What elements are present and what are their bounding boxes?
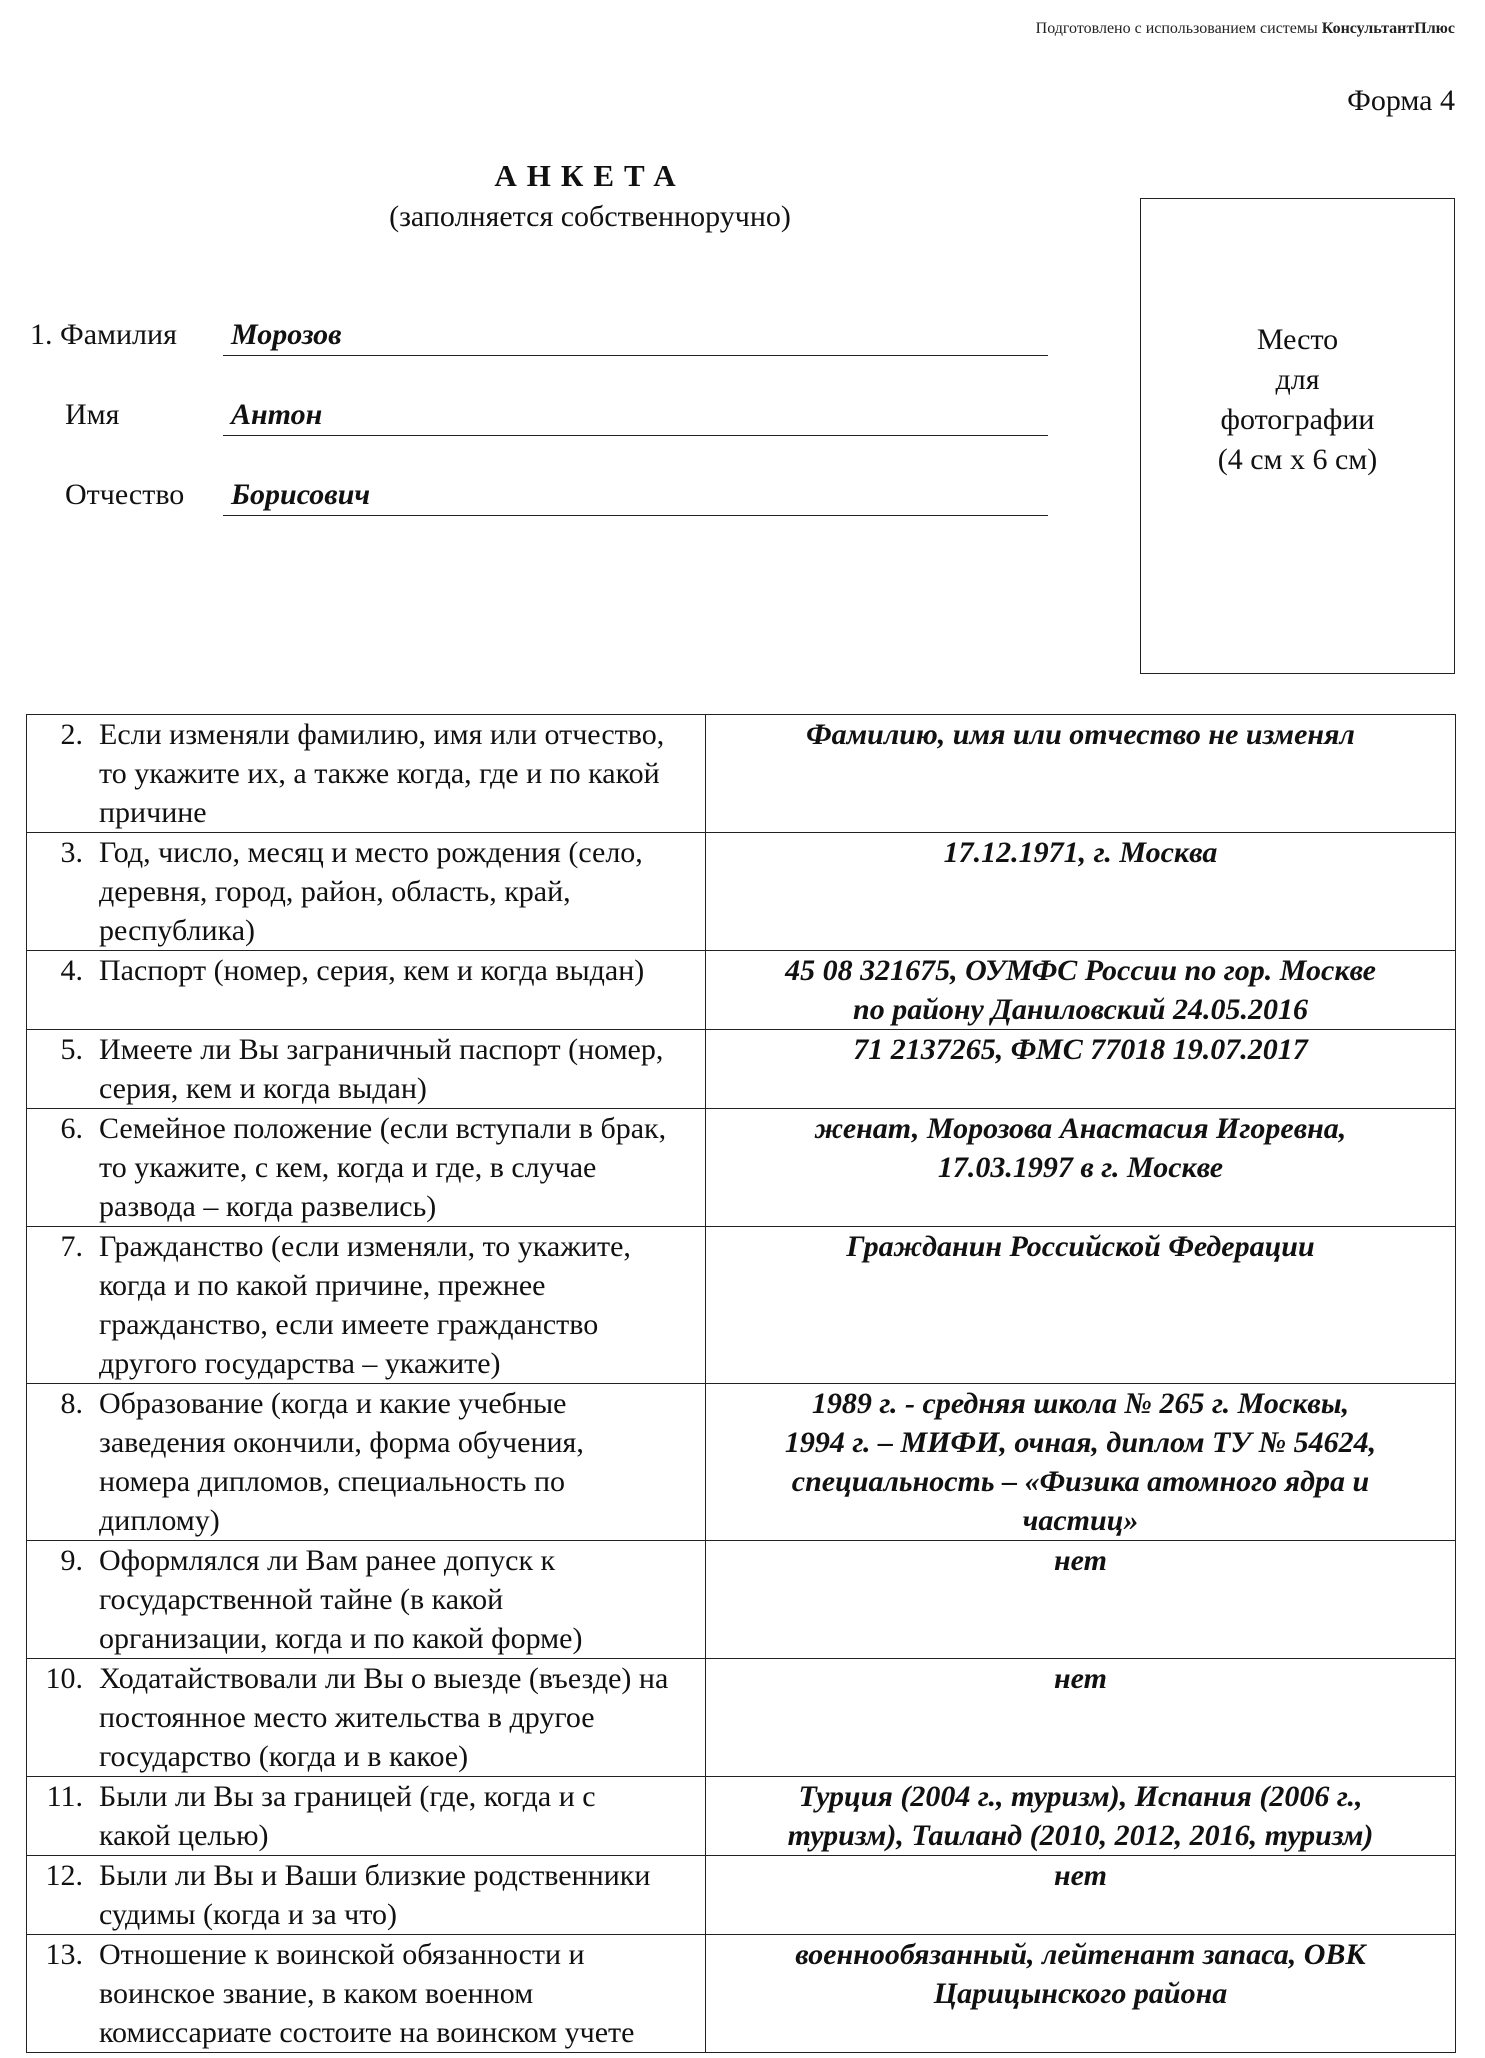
table-row (27, 833, 1456, 951)
answer-line: Гражданин Российской Федерации (846, 1230, 1315, 1263)
question-line: Были ли Вы за границей (где, когда и с (99, 1780, 596, 1813)
answer-line: женат, Морозова Анастасия Игоревна, (814, 1112, 1347, 1145)
row-question (91, 1384, 706, 1541)
answer-line: 17.12.1971, г. Москва (943, 836, 1218, 869)
table-row (27, 951, 1456, 1030)
row-question (91, 1030, 706, 1109)
row-answer[interactable] (706, 715, 1456, 833)
question-line: развода – когда развелись) (99, 1190, 437, 1223)
row-question (91, 1856, 706, 1935)
row-number: 3. (27, 833, 92, 951)
row-question (91, 951, 706, 1030)
row-number: 7. (27, 1227, 92, 1384)
patronymic-label: Отчество (65, 478, 185, 511)
table-row (27, 1777, 1456, 1856)
page-subtitle: (заполняется собственноручно) (389, 200, 791, 233)
question-line: воинское звание, в каком военном (99, 1977, 534, 2010)
question-line: то укажите, с кем, когда и где, в случае (99, 1151, 597, 1184)
row-answer[interactable] (706, 1227, 1456, 1384)
questionnaire-table (26, 714, 1456, 2053)
table-row (27, 1935, 1456, 2053)
consultant-note-prefix: Подготовлено с использованием системы (1035, 20, 1322, 37)
row-number: 11. (27, 1777, 92, 1856)
question-line: причине (99, 796, 207, 829)
question-line: когда и по какой причине, прежнее (99, 1269, 546, 1302)
question-line: судимы (когда и за что) (99, 1898, 397, 1931)
answer-line: 17.03.1997 в г. Москве (937, 1151, 1224, 1184)
answer-line: военнообязанный, лейтенант запаса, ОВК (795, 1938, 1366, 1971)
question-line: гражданство, если имеете гражданство (99, 1308, 599, 1341)
photo-placeholder-text: Место для фотографии (4 см х 6 см) (1217, 323, 1378, 476)
name-field[interactable]: Антон (223, 398, 1048, 436)
question-line: государство (когда и в какое) (99, 1740, 469, 1773)
answer-line: частиц» (1022, 1504, 1139, 1537)
questionnaire-table-wrap (26, 714, 1456, 2053)
question-line: Гражданство (если изменяли, то укажите, (99, 1230, 631, 1263)
question-line: Если изменяли фамилию, имя или отчество, (99, 718, 665, 751)
answer-line: 71 2137265, ФМС 77018 19.07.2017 (853, 1033, 1308, 1066)
question-line: Семейное положение (если вступали в брак, (99, 1112, 667, 1145)
question-line: Год, число, месяц и место рождения (село, (99, 836, 643, 869)
questionnaire-body (27, 715, 1456, 2053)
table-row (27, 1541, 1456, 1659)
row-number: 10. (27, 1659, 92, 1777)
row-number: 5. (27, 1030, 92, 1109)
question-line: то укажите их, а также когда, где и по какой (99, 757, 660, 790)
question-line: Были ли Вы и Ваши близкие родственники (99, 1859, 651, 1892)
row-number: 8. (27, 1384, 92, 1541)
row-number: 12. (27, 1856, 92, 1935)
row-answer[interactable] (706, 1030, 1456, 1109)
answer-line: туризм), Таиланд (2010, 2012, 2016, туризм) (787, 1819, 1374, 1852)
question-line: другого государства – укажите) (99, 1347, 501, 1380)
row-answer[interactable] (706, 833, 1456, 951)
question-line: Паспорт (номер, серия, кем и когда выдан) (99, 954, 645, 987)
answer-line: 1994 г. – МИФИ, очная, диплом ТУ № 54624, (784, 1426, 1377, 1459)
row-answer[interactable] (706, 1109, 1456, 1227)
photo-placeholder (1140, 198, 1455, 674)
row-question (91, 715, 706, 833)
question-line: Ходатайствовали ли Вы о выезде (въезде) на (99, 1662, 669, 1695)
question-line: Отношение к воинской обязанности и (99, 1938, 585, 1971)
question-line: Оформлялся ли Вам ранее допуск к (99, 1544, 556, 1577)
row-question (91, 1109, 706, 1227)
page-title: АНКЕТА (494, 158, 686, 193)
row-answer[interactable] (706, 1541, 1456, 1659)
question-line: серия, кем и когда выдан) (99, 1072, 427, 1105)
question-line: диплому) (99, 1504, 220, 1537)
row-number: 9. (27, 1541, 92, 1659)
row-number: 13. (27, 1935, 92, 2053)
name-label: Имя (65, 398, 120, 431)
table-row (27, 715, 1456, 833)
row-question (91, 1659, 706, 1777)
question-line: организации, когда и по какой форме) (99, 1622, 583, 1655)
question-line: комиссариате состоите на воинском учете (99, 2016, 635, 2049)
answer-line: Царицынского района (933, 1977, 1228, 2010)
question-line: постоянное место жительства в другое (99, 1701, 595, 1734)
question-line: заведения окончили, форма обучения, (99, 1426, 584, 1459)
row-answer[interactable] (706, 1777, 1456, 1856)
answer-line: по району Даниловский 24.05.2016 (853, 993, 1308, 1026)
row-question (91, 1935, 706, 2053)
answer-line: нет (1054, 1662, 1107, 1695)
table-row (27, 1384, 1456, 1541)
table-row (27, 1659, 1456, 1777)
answer-line: 45 08 321675, ОУМФС России по гор. Москве (785, 954, 1376, 987)
table-row (27, 1030, 1456, 1109)
question-line: республика) (99, 914, 256, 947)
question-line: государственной тайне (в какой (99, 1583, 504, 1616)
row-answer[interactable] (706, 1856, 1456, 1935)
answer-line: Фамилию, имя или отчество не изменял (806, 718, 1355, 751)
row-number: 4. (27, 951, 92, 1030)
table-row (27, 1227, 1456, 1384)
row-question (91, 1227, 706, 1384)
row-question (91, 1777, 706, 1856)
row-answer[interactable] (706, 951, 1456, 1030)
table-row (27, 1109, 1456, 1227)
question-line: Имеете ли Вы заграничный паспорт (номер, (99, 1033, 664, 1066)
table-row (27, 1856, 1456, 1935)
surname-label: 1. Фамилия (30, 318, 177, 351)
row-answer[interactable] (706, 1935, 1456, 2053)
answer-line: нет (1054, 1859, 1107, 1892)
consultant-brand: КонсультантПлюс (1321, 20, 1455, 37)
row-number: 2. (27, 715, 92, 833)
question-line: номера дипломов, специальность по (99, 1465, 566, 1498)
question-line: деревня, город, район, область, край, (99, 875, 571, 908)
form-number: Форма 4 (1347, 84, 1455, 117)
consultant-note (1036, 20, 1455, 38)
answer-line: Турция (2004 г., туризм), Испания (2006 г., (798, 1780, 1363, 1813)
row-number: 6. (27, 1109, 92, 1227)
question-line: какой целью) (99, 1819, 269, 1852)
row-question (91, 1541, 706, 1659)
answer-line: 1989 г. - средняя школа № 265 г. Москвы, (811, 1387, 1350, 1420)
answer-line: специальность – «Физика атомного ядра и (791, 1465, 1370, 1498)
patronymic-field[interactable]: Борисович (223, 478, 1048, 516)
row-question (91, 833, 706, 951)
surname-field[interactable]: Морозов (223, 318, 1048, 356)
row-answer[interactable] (706, 1384, 1456, 1541)
answer-line: нет (1054, 1544, 1107, 1577)
question-line: Образование (когда и какие учебные (99, 1387, 567, 1420)
row-answer[interactable] (706, 1659, 1456, 1777)
